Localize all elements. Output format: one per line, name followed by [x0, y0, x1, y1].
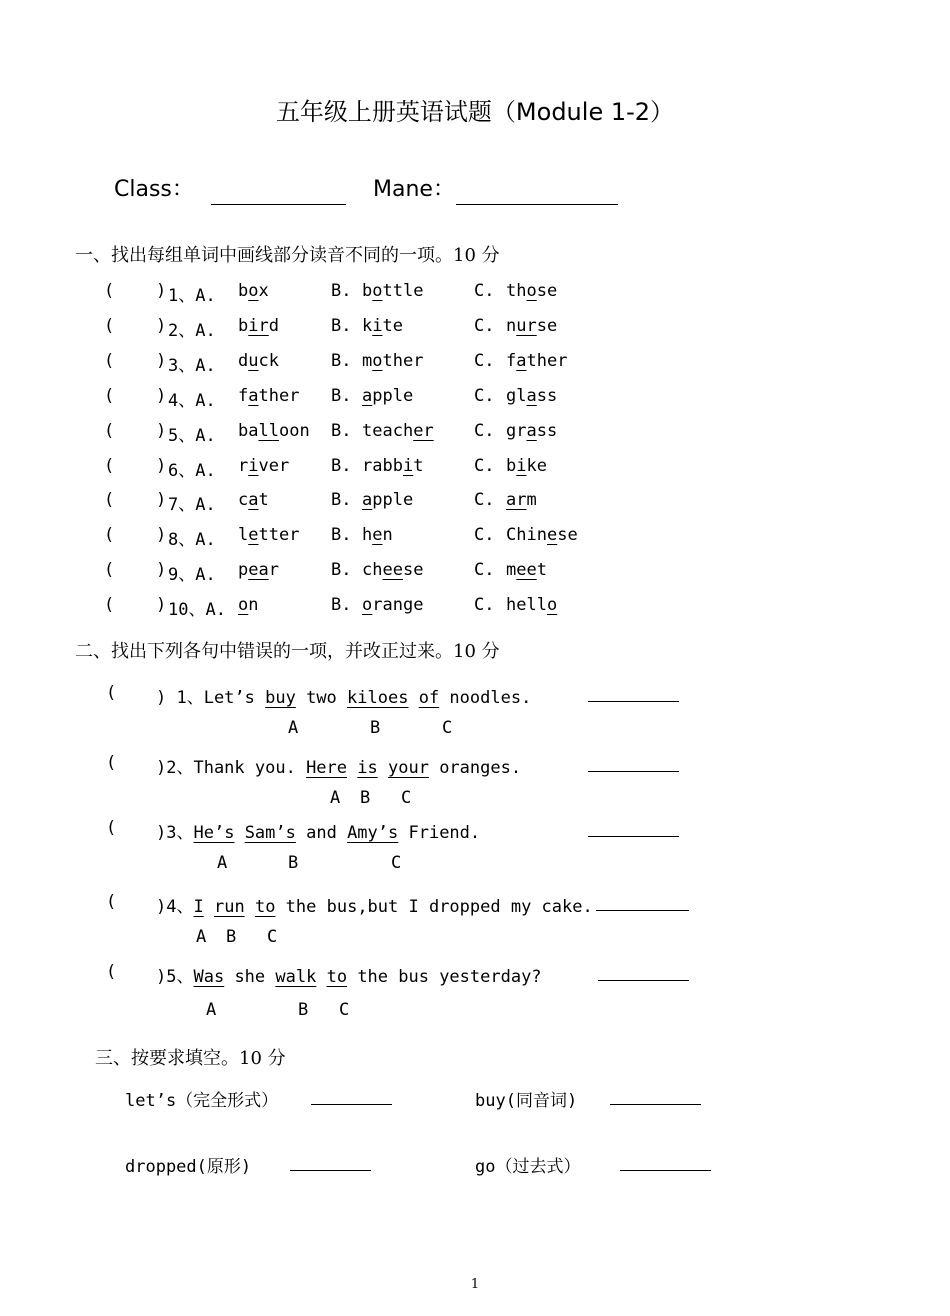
word-part: hell [506, 595, 547, 615]
word-part: x [258, 281, 269, 301]
option-c-word [506, 316, 557, 336]
answer-paren[interactable]: ( [106, 818, 117, 838]
option-b-label: B. [331, 490, 352, 510]
sentence-text [234, 823, 244, 843]
word-part: ther [382, 351, 424, 371]
underlined-part: o [238, 595, 249, 615]
option-b-label: B. [331, 316, 352, 336]
sentence-text [408, 688, 418, 708]
letter-b: B [298, 1000, 309, 1020]
word-part: t [258, 490, 269, 510]
underlined-part: i [248, 456, 259, 476]
option-a-word [238, 316, 279, 336]
item-number: 9、A. [168, 565, 216, 585]
sentence-text: )3、 [156, 823, 194, 843]
word-part: gl [506, 386, 527, 406]
item-number: 6、A. [168, 461, 216, 481]
underlined-part: a [248, 490, 259, 510]
option-c-word [506, 490, 537, 510]
underlined-part: ur [516, 316, 537, 336]
item-number: 8、A. [168, 530, 216, 550]
section2-heading: 二、找出下列各句中错误的一项，并改正过来。10 分 [75, 641, 500, 662]
word-part: r [268, 560, 279, 580]
item-number: 2、A. [168, 321, 216, 341]
underlined-part: ea [248, 560, 269, 580]
sentence-text [245, 897, 255, 917]
word-part: ss [536, 421, 558, 441]
underlined-part: o [372, 281, 383, 301]
fill-blank-3[interactable] [290, 1170, 371, 1171]
option-c-label: C. [474, 316, 495, 336]
sentence-text: Friend. [398, 823, 481, 843]
word-part: pple [372, 490, 414, 510]
underlined-part: ar [506, 490, 527, 510]
answer-paren-close: ) [156, 490, 167, 510]
underlined-part: o [372, 351, 383, 371]
underlined-part: o [526, 281, 537, 301]
sentence-text: she [224, 967, 276, 987]
option-b: kiloes [347, 688, 409, 708]
sentence-3 [156, 818, 480, 843]
word-part: h [362, 525, 373, 545]
correction-blank[interactable] [588, 771, 679, 772]
section1-heading: 一、找出每组单词中画线部分读音不同的一项。10 分 [75, 245, 500, 266]
answer-paren-close: ) [156, 595, 167, 615]
underlined-part: a [362, 490, 373, 510]
option-c-word [506, 595, 557, 615]
word-part: k [362, 316, 373, 336]
underlined-part: er [413, 421, 434, 441]
option-c-label: C. [474, 560, 495, 580]
option-a-word [238, 456, 289, 476]
item-number: 3、A. [168, 356, 216, 376]
sentence-text: ) 1、Let’s [156, 688, 266, 708]
word-part: tter [258, 525, 300, 545]
option-c-word [506, 421, 557, 441]
underlined-part: a [526, 421, 537, 441]
word-part: ttle [382, 281, 424, 301]
word-part: l [238, 525, 249, 545]
option-b-label: B. [331, 595, 352, 615]
option-b-word [362, 560, 423, 580]
sentence-text: )2、Thank you. [156, 758, 307, 778]
option-a-word [238, 560, 279, 580]
sentence-text [316, 967, 326, 987]
word-part: m [506, 560, 517, 580]
word-part: se [402, 560, 424, 580]
option-c-label: C. [474, 525, 495, 545]
answer-paren[interactable]: ( [104, 456, 115, 476]
letter-b: B [360, 788, 371, 808]
option-c-word [506, 456, 547, 476]
fill-blank-4[interactable] [620, 1170, 711, 1171]
correction-blank[interactable] [596, 910, 689, 911]
option-b: Sam’s [244, 823, 296, 843]
letter-c: C [401, 788, 412, 808]
item-number: 5、A. [168, 426, 216, 446]
word-part: b [362, 281, 373, 301]
answer-paren-close: ) [156, 316, 167, 336]
item-number: 7、A. [168, 495, 216, 515]
section3-heading: 三、按要求填空。10 分 [95, 1048, 286, 1069]
word-part: ss [536, 386, 558, 406]
option-b-word [362, 386, 413, 406]
word-part: se [536, 281, 558, 301]
sentence-text: )4、 [156, 897, 194, 917]
option-b-label: B. [331, 351, 352, 371]
word-part: ba [238, 421, 259, 441]
underlined-part: i [402, 456, 414, 476]
answer-paren-close: ) [156, 386, 167, 406]
underlined-part: i [516, 456, 527, 476]
answer-paren-close: ) [156, 421, 167, 441]
word-part: ver [258, 456, 290, 476]
letter-a: A [206, 1000, 217, 1020]
option-c-label: C. [474, 386, 495, 406]
word-part: d [268, 316, 279, 336]
word-part: oon [278, 421, 310, 441]
sentence-text: noodles. [439, 688, 532, 708]
sentence-text [204, 897, 214, 917]
letter-a: A [288, 718, 299, 738]
fill-question-1: let’s（完全形式） [125, 1091, 279, 1111]
option-c-label: C. [474, 456, 495, 476]
option-b-label: B. [331, 525, 352, 545]
option-b: is [357, 758, 378, 778]
option-a: Was [193, 967, 225, 987]
word-part: b [238, 316, 249, 336]
option-a: He’s [193, 823, 235, 843]
name-label: Mane： [373, 177, 455, 202]
fill-question-3: dropped(原形) [125, 1157, 252, 1177]
word-part: n [382, 525, 393, 545]
sentence-4 [156, 892, 593, 917]
answer-paren[interactable]: ( [104, 386, 115, 406]
name-blank[interactable] [456, 204, 618, 205]
underlined-part: a [526, 386, 537, 406]
word-part: n [248, 595, 259, 615]
fill-question-4: go（过去式） [475, 1157, 581, 1177]
word-part: range [372, 595, 424, 615]
correction-blank[interactable] [588, 701, 679, 702]
word-part: t [536, 560, 547, 580]
underlined-part: u [248, 351, 259, 371]
letter-a: A [196, 927, 207, 947]
word-part: se [536, 316, 558, 336]
class-blank[interactable] [211, 204, 346, 205]
word-part: te [382, 316, 403, 336]
word-part: teach [362, 421, 414, 441]
word-part: pple [372, 386, 414, 406]
answer-paren[interactable]: ( [106, 892, 117, 912]
word-part: n [506, 316, 517, 336]
letter-a: A [217, 853, 228, 873]
underlined-part: a [248, 386, 259, 406]
item-number: 4、A. [168, 391, 216, 411]
option-c-word [506, 560, 547, 580]
option-b-word [362, 421, 434, 441]
underlined-part: ee [516, 560, 537, 580]
sentence-text: )5、 [156, 967, 194, 987]
option-a-word [238, 351, 279, 371]
option-c-word [506, 351, 567, 371]
option-c: of [418, 688, 440, 708]
word-part: r [238, 456, 249, 476]
option-b-word [362, 490, 413, 510]
correction-blank[interactable] [598, 980, 689, 981]
sentence-text: oranges. [428, 758, 522, 778]
page-number: 1 [470, 1277, 480, 1292]
option-a-word [238, 525, 299, 545]
item-number: 1、A. [168, 286, 216, 306]
answer-paren[interactable]: ( [104, 351, 115, 371]
option-b-label: B. [331, 560, 352, 580]
underlined-part: a [516, 351, 527, 371]
answer-paren[interactable]: ( [104, 421, 115, 441]
letter-c: C [339, 1000, 350, 1020]
option-a-word [238, 281, 269, 301]
underlined-part: i [372, 316, 383, 336]
underlined-part: e [546, 525, 558, 545]
word-part: ck [258, 351, 279, 371]
word-part: f [506, 351, 517, 371]
word-part: b [238, 281, 249, 301]
letter-b: B [370, 718, 381, 738]
sentence-5 [156, 962, 542, 987]
letter-c: C [391, 853, 402, 873]
letter-b: B [226, 927, 237, 947]
option-b-label: B. [331, 386, 352, 406]
word-part: m [362, 351, 373, 371]
word-part: ke [526, 456, 547, 476]
answer-paren[interactable]: ( [106, 962, 117, 982]
word-part: b [506, 456, 517, 476]
answer-paren[interactable]: ( [104, 490, 115, 510]
word-part: p [238, 560, 249, 580]
underlined-part: e [248, 525, 259, 545]
answer-paren[interactable]: ( [106, 753, 117, 773]
option-b-word [362, 456, 423, 476]
answer-paren[interactable]: ( [104, 595, 115, 615]
option-c: to [326, 967, 348, 987]
letter-b: B [288, 853, 299, 873]
correction-blank[interactable] [588, 836, 679, 837]
option-a-word [238, 421, 310, 441]
answer-paren-close: ) [156, 351, 167, 371]
word-part: th [506, 281, 527, 301]
option-c: Amy’s [347, 823, 399, 843]
option-b-word [362, 595, 423, 615]
letter-c: C [442, 718, 453, 738]
word-part: f [238, 386, 249, 406]
option-b: run [213, 897, 245, 917]
option-c: to [254, 897, 276, 917]
word-part: gr [506, 421, 527, 441]
sentence-text: and [295, 823, 348, 843]
option-c-label: C. [474, 421, 495, 441]
option-b-label: B. [331, 456, 352, 476]
option-a-word [238, 595, 259, 615]
fill-blank-1[interactable] [311, 1104, 392, 1105]
answer-paren[interactable]: ( [104, 560, 115, 580]
option-b-label: B. [331, 281, 352, 301]
option-a: buy [265, 688, 296, 708]
option-c-label: C. [474, 281, 495, 301]
answer-paren[interactable]: ( [104, 525, 115, 545]
option-b: walk [275, 967, 317, 987]
sentence-text: the bus yesterday? [347, 967, 542, 987]
word-part: ther [526, 351, 568, 371]
option-c-word [506, 281, 557, 301]
underlined-part: o [362, 595, 373, 615]
option-b-label: B. [331, 421, 352, 441]
sentence-text [378, 758, 388, 778]
option-c-label: C. [474, 490, 495, 510]
sentence-1 [156, 683, 531, 708]
word-part: ch [362, 560, 383, 580]
option-c-word [506, 386, 557, 406]
word-part: t [413, 456, 424, 476]
option-a-word [238, 386, 299, 406]
sentence-2 [156, 753, 521, 778]
word-part: m [526, 490, 537, 510]
sentence-text [347, 758, 357, 778]
word-part: Chin [506, 525, 547, 545]
item-number: 10、A. [168, 600, 226, 620]
letter-a: A [330, 788, 341, 808]
word-part: c [238, 490, 249, 510]
underlined-part: ll [258, 421, 279, 441]
sentence-text: two [295, 688, 348, 708]
underlined-part: a [362, 386, 373, 406]
option-a-word [238, 490, 269, 510]
option-b-word [362, 316, 403, 336]
answer-paren-close: ) [156, 525, 167, 545]
underlined-part: ee [382, 560, 403, 580]
word-part: se [557, 525, 578, 545]
answer-paren[interactable]: ( [106, 683, 117, 703]
underlined-part: e [372, 525, 383, 545]
answer-paren[interactable]: ( [104, 316, 115, 336]
option-b-word [362, 351, 423, 371]
letter-c: C [267, 927, 278, 947]
underlined-part: o [248, 281, 259, 301]
fill-question-2: buy(同音词) [475, 1091, 578, 1111]
option-c-label: C. [474, 351, 495, 371]
fill-blank-2[interactable] [610, 1104, 701, 1105]
answer-paren-close: ) [156, 281, 167, 301]
option-c-label: C. [474, 595, 495, 615]
option-b-word [362, 281, 423, 301]
underlined-part: o [546, 595, 558, 615]
answer-paren[interactable]: ( [104, 281, 115, 301]
option-c-word [506, 525, 578, 545]
word-part: rabb [362, 456, 403, 476]
sentence-text: the bus,but I dropped my cake. [275, 897, 593, 917]
option-b-word [362, 525, 393, 545]
answer-paren-close: ) [156, 456, 167, 476]
word-part: ther [258, 386, 300, 406]
word-part: d [238, 351, 249, 371]
option-a: I [193, 897, 204, 917]
underlined-part: ir [248, 316, 269, 336]
page-title: 五年级上册英语试题（Module 1-2） [275, 98, 675, 126]
class-label: Class： [114, 177, 194, 202]
option-c: your [388, 758, 429, 778]
option-a: Here [306, 758, 348, 778]
answer-paren-close: ) [156, 560, 167, 580]
